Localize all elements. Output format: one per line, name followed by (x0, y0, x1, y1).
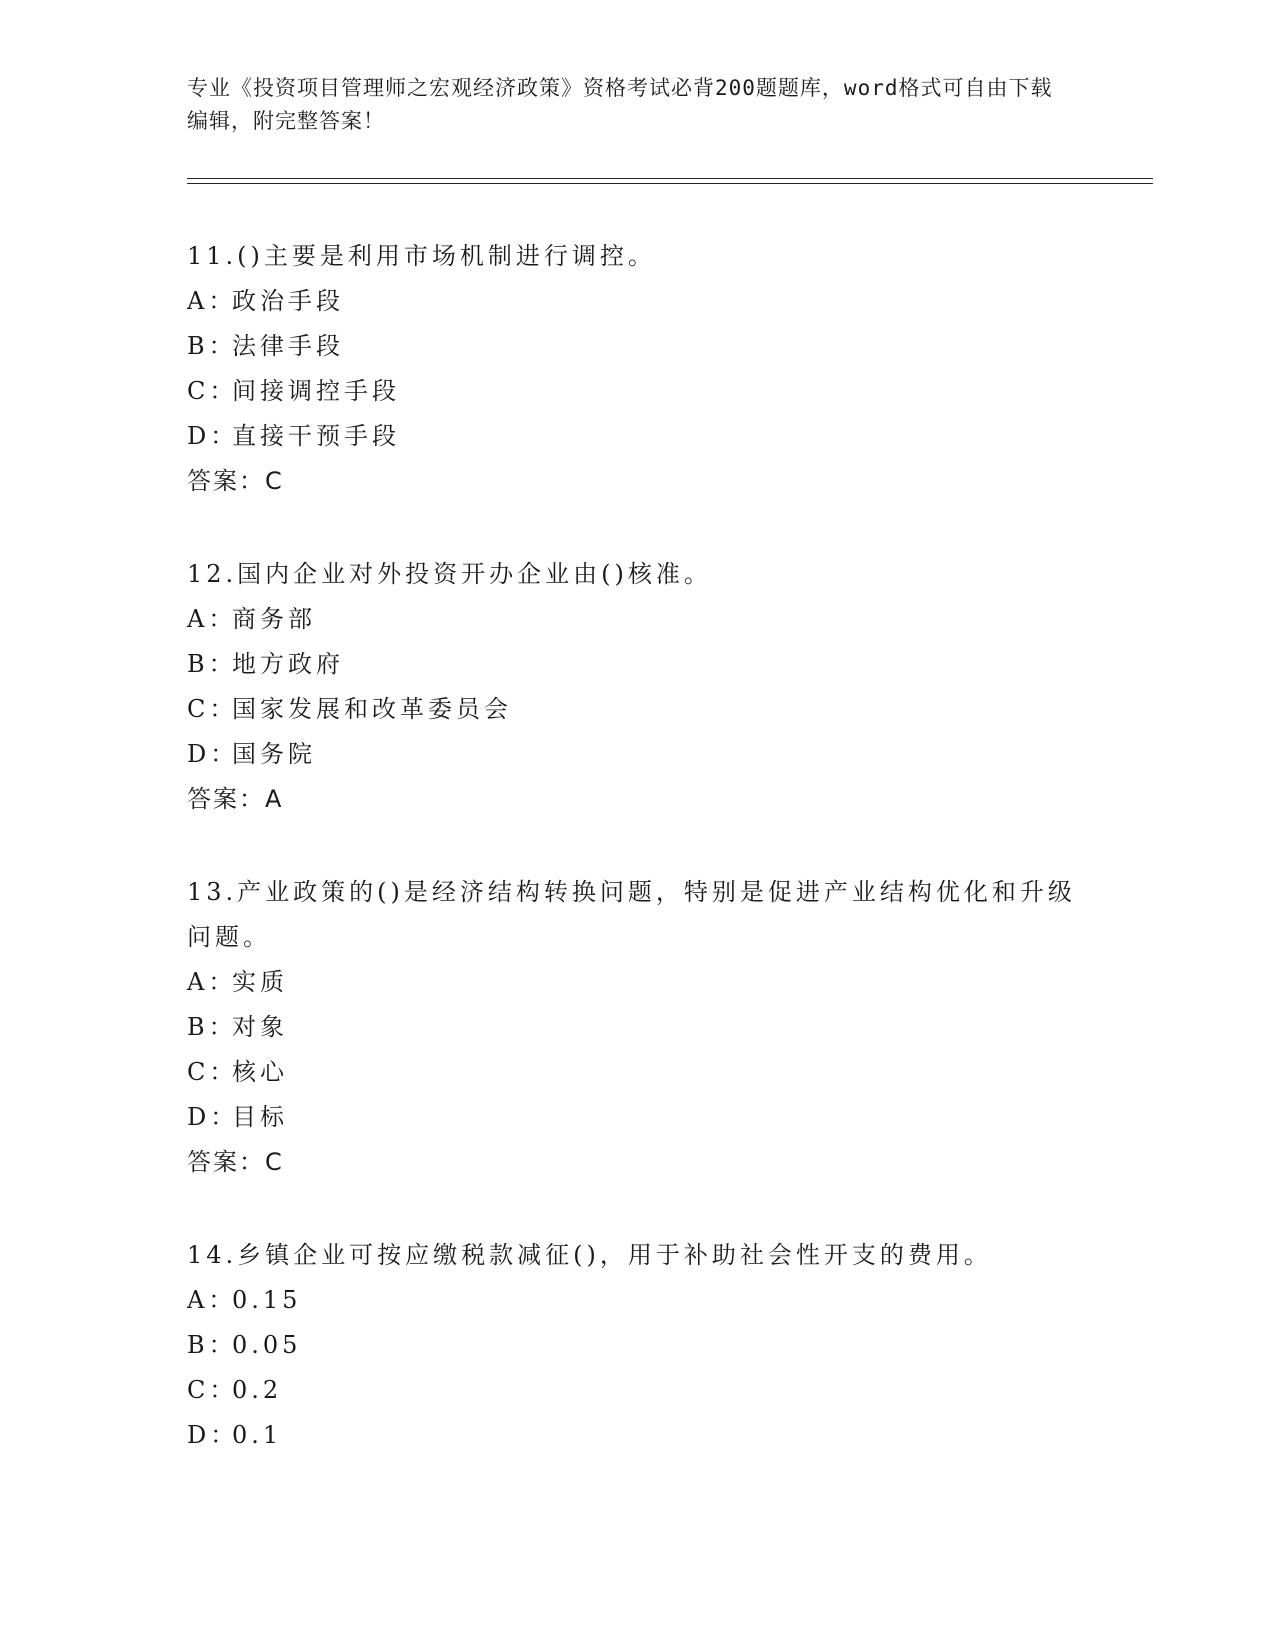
option-text: 国家发展和改革委员会 (232, 695, 512, 723)
option-c: C：国家发展和改革委员会 (187, 695, 512, 723)
option-text: 政治手段 (232, 287, 344, 315)
option-text: 目标 (232, 1103, 288, 1131)
option-b: B：法律手段 (187, 332, 344, 360)
option-text: 核心 (232, 1058, 288, 1086)
option-b: B：地方政府 (187, 650, 344, 678)
question-13 (187, 870, 1087, 1185)
option-b: B：0.05 (187, 1331, 302, 1359)
option-b: B：对象 (187, 1013, 288, 1041)
option-text: 直接干预手段 (232, 422, 400, 450)
header-divider-bottom (187, 183, 1153, 184)
option-text: 0.15 (232, 1286, 302, 1314)
option-a: A：实质 (187, 968, 288, 996)
document-header (187, 72, 1067, 138)
option-text: 国务院 (232, 740, 316, 768)
header-divider-top (187, 178, 1153, 179)
option-text: 对象 (232, 1013, 288, 1041)
question-14 (187, 1233, 1087, 1458)
option-d: D：目标 (187, 1103, 288, 1131)
option-text: 实质 (232, 968, 288, 996)
answer-line: 答案：C (187, 1148, 284, 1176)
option-text: 法律手段 (232, 332, 344, 360)
option-c: C：0.2 (187, 1376, 283, 1404)
option-a: A：政治手段 (187, 287, 344, 315)
answer-line: 答案：A (187, 785, 284, 813)
question-stem: 13.产业政策的()是经济结构转换问题，特别是促进产业结构优化和升级问题。 (187, 878, 1076, 951)
question-stem: 11.()主要是利用市场机制进行调控。 (187, 242, 656, 270)
option-text: 间接调控手段 (232, 377, 400, 405)
option-text: 商务部 (232, 605, 316, 633)
question-stem: 12.国内企业对外投资开办企业由()核准。 (187, 560, 712, 588)
option-text: 地方政府 (232, 650, 344, 678)
header-intro-text: 专业《投资项目管理师之宏观经济政策》资格考试必背200题题库，word格式可自由下载编辑，附完整答案！ (187, 76, 1053, 133)
option-d: D：直接干预手段 (187, 422, 400, 450)
option-c: C：间接调控手段 (187, 377, 400, 405)
option-text: 0.05 (232, 1331, 302, 1359)
option-text: 0.1 (232, 1421, 283, 1449)
option-text: 0.2 (232, 1376, 283, 1404)
question-11 (187, 234, 1087, 504)
question-12 (187, 552, 1087, 822)
question-stem: 14.乡镇企业可按应缴税款减征()，用于补助社会性开支的费用。 (187, 1241, 992, 1269)
option-c: C：核心 (187, 1058, 288, 1086)
option-a: A：0.15 (187, 1286, 302, 1314)
option-a: A：商务部 (187, 605, 316, 633)
answer-line: 答案：C (187, 467, 284, 495)
option-d: D：0.1 (187, 1421, 283, 1449)
option-d: D：国务院 (187, 740, 316, 768)
